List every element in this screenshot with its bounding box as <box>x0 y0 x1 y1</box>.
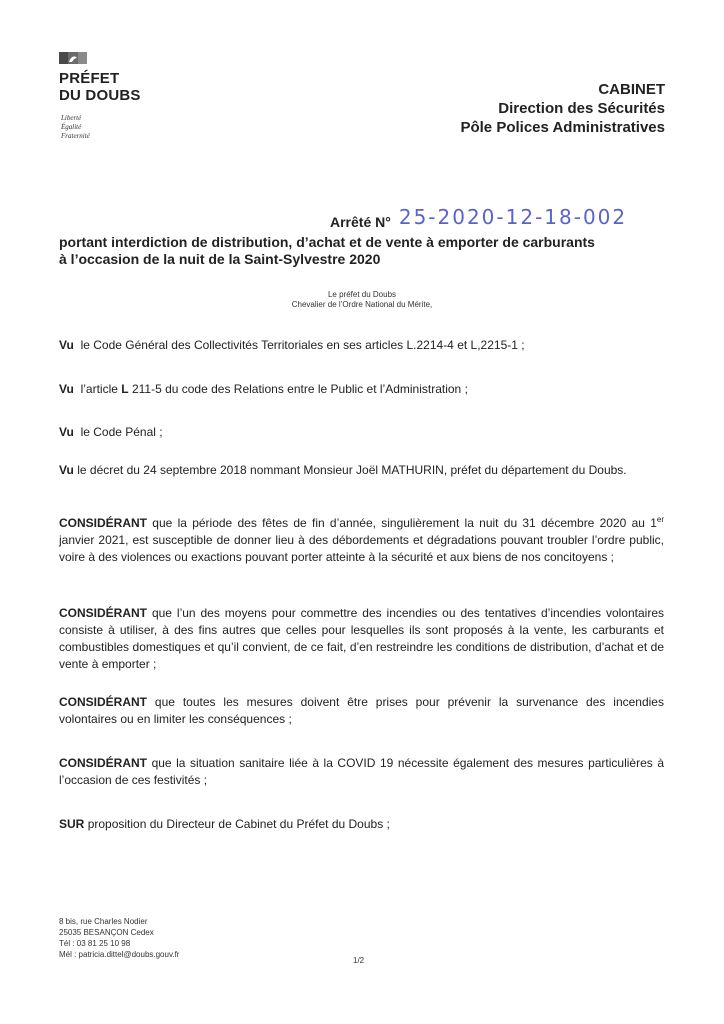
arrete-heading <box>330 205 628 232</box>
considerant-text-a: que la période des fêtes de fin d’année, singulièrement la nuit du 31 décembre 2020 au 1 <box>152 516 657 530</box>
proposition-text: proposition du Directeur de Cabinet du Préfet du Doubs ; <box>87 817 390 831</box>
considerant-keyword: CONSIDÉRANT <box>59 606 148 620</box>
considerant-fetes <box>59 515 664 566</box>
visa-text: le décret du 24 septembre 2018 nommant Monsieur Joël MATHURIN, préfet du département du Doubs. <box>77 463 627 477</box>
footer-email: Mél : patricia.dittel@doubs.gouv.fr <box>59 950 180 959</box>
signatory-block <box>0 290 724 310</box>
visa-cgct <box>59 337 664 354</box>
considerant-covid <box>59 755 664 789</box>
issuing-service <box>460 80 665 137</box>
page-number: 1/2 <box>353 956 365 965</box>
motto-liberte: Liberté <box>61 114 82 122</box>
prefecture-name <box>59 70 141 104</box>
visa-text-rest: 211-5 du code des Relations entre le Public et l’Administration ; <box>131 382 468 396</box>
visa-keyword: Vu <box>59 463 74 477</box>
motto-egalite: Égalité <box>61 123 82 131</box>
visa-code-penal <box>59 424 664 441</box>
sur-keyword: SUR <box>59 817 85 831</box>
superscript-er: er <box>656 515 664 524</box>
cabinet-label: CABINET <box>598 81 665 98</box>
considerant-text: que l’un des moyens pour commettre des incendies ou des tentatives d’incendies volontaires consiste à utiliser, à des fins autres que celles pour lesquelles ils sont proposés à la vente, les carburants et combustibles domestiques et qu’il convient, de ce fait, d’en restreindre les conditions de distribution, d’achat et de vente à emporter ; <box>59 606 664 671</box>
marianne-logo <box>59 52 87 64</box>
visa-text: le Code Pénal ; <box>80 425 163 439</box>
prefet-line-1: PRÉFET <box>59 70 120 87</box>
considerant-mesures <box>59 694 664 728</box>
republic-motto <box>61 114 90 141</box>
subject-line-2: à l’occasion de la nuit de la Saint-Sylvestre 2020 <box>59 251 381 267</box>
footer-address-1: 8 bis, rue Charles Nodier <box>59 917 148 926</box>
considerant-keyword: CONSIDÉRANT <box>59 516 148 530</box>
visa-article-letter: L <box>121 382 129 396</box>
visa-text: l’article <box>80 382 118 396</box>
footer-phone: Tél : 03 81 25 10 98 <box>59 939 131 948</box>
considerant-text-b: janvier 2021, est susceptible de donner lieu à des débordements et dégradations pouvant troubler l’ordre public, voire à des violences ou exactions pouvant porter atteinte à la sécurité et aux biens de nos concitoyens ; <box>59 533 664 564</box>
visa-text: le Code Général des Collectivités Territoriales en ses articles L.2214-4 et L,2215-1 ; <box>80 338 525 352</box>
visa-keyword: Vu <box>59 338 74 352</box>
motto-fraternite: Fraternité <box>61 132 90 140</box>
subject-line-1: portant interdiction de distribution, d’achat et de vente à emporter de carburants <box>59 234 595 250</box>
visa-crpa <box>59 381 664 398</box>
direction-label: Direction des Sécurités <box>498 100 665 117</box>
visa-keyword: Vu <box>59 425 74 439</box>
proposition-line <box>59 816 664 833</box>
considerant-text: que la situation sanitaire liée à la COVID 19 nécessite également des mesures particulières à l’occasion de ces festivités ; <box>59 756 664 787</box>
visa-keyword: Vu <box>59 382 74 396</box>
pole-label: Pôle Polices Administratives <box>460 119 665 136</box>
considerant-text: que toutes les mesures doivent être prises pour prévenir la survenance des incendies volontaires ou en limiter les conséquences ; <box>59 695 664 726</box>
considerant-carburants <box>59 605 664 673</box>
arrete-number-handwritten: 25-2020-12-18-002 <box>398 205 628 229</box>
considerant-keyword: CONSIDÉRANT <box>59 695 148 709</box>
visa-decret <box>59 462 664 479</box>
signatory-line-1: Le préfet du Doubs <box>327 290 397 299</box>
considerant-keyword: CONSIDÉRANT <box>59 756 148 770</box>
arrete-subject <box>59 234 669 268</box>
signatory-line-2: Chevalier de l’Ordre National du Mérite, <box>291 300 433 309</box>
arrete-label: Arrêté N° <box>330 214 391 230</box>
footer-contact <box>59 916 179 960</box>
footer-address-2: 25035 BESANÇON Cedex <box>59 928 154 937</box>
prefet-line-2: DU DOUBS <box>59 87 141 104</box>
